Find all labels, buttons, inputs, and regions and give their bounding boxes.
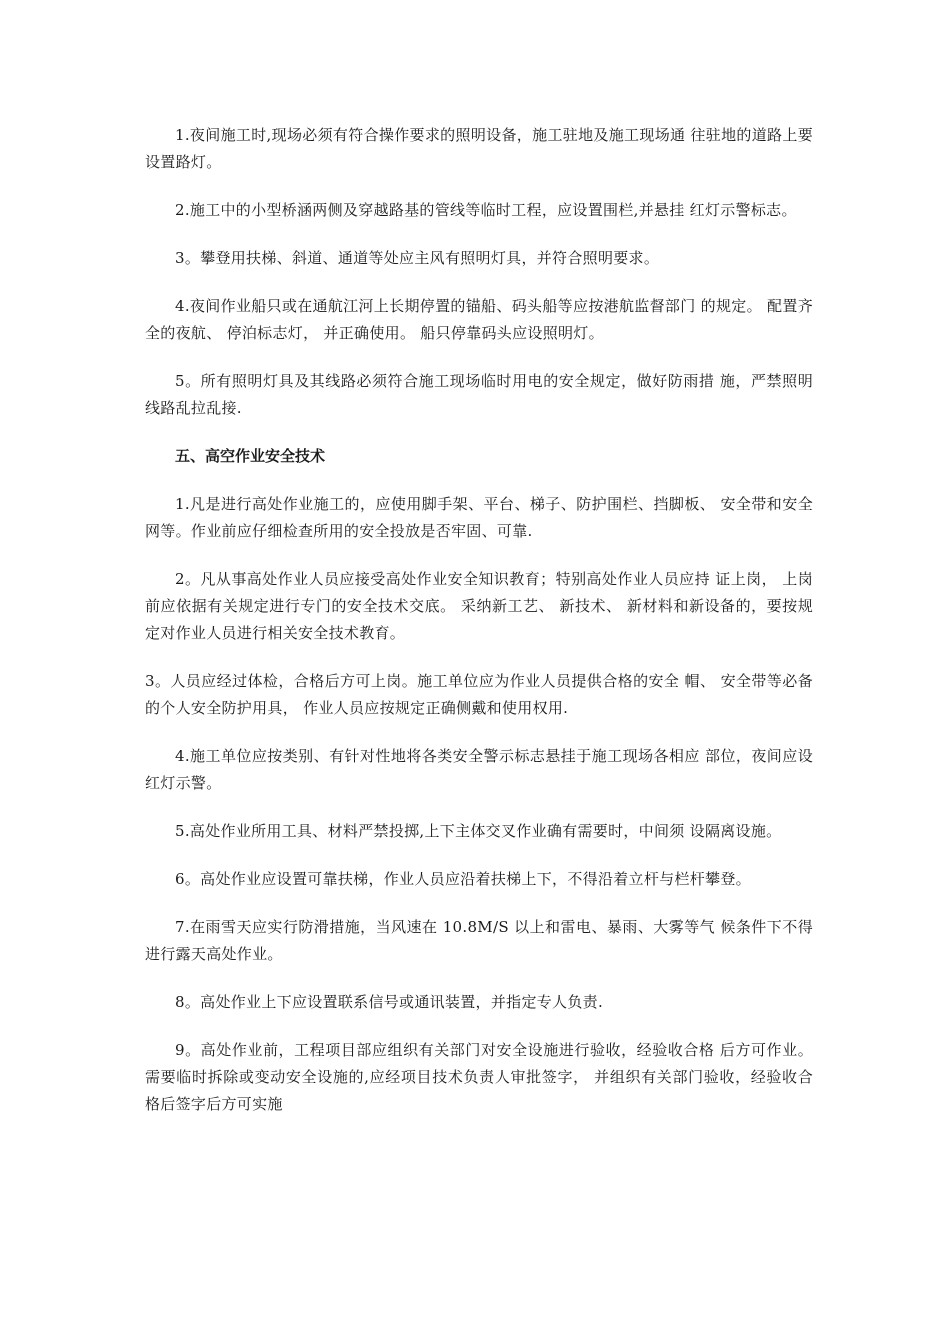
- paragraph-lighting-2: 2.施工中的小型桥涵两侧及穿越路基的管线等临时工程，应设置围栏,并悬挂 红灯示警标志。: [175, 201, 797, 219]
- section-heading: 五、高空作业安全技术: [175, 447, 326, 465]
- paragraph-height-9: 9。高处作业前，工程项目部应组织有关部门对安全设施进行验收，经验收合格 后方可作业。需要临时拆除或变动安全设施的,应经项目技术负责人审批签字， 并组织有关部门验收，经验收合格后签字后方可实施: [145, 1041, 813, 1113]
- paragraph-lighting-3: 3。攀登用扶梯、斜道、通道等处应主风有照明灯具，并符合照明要求。: [175, 249, 660, 267]
- paragraph-height-3: 3。人员应经过体检，合格后方可上岗。施工单位应为作业人员提供合格的安全 帽、 安全带等必备的个人安全防护用具， 作业人员应按规定正确侧戴和使用权用.: [145, 672, 813, 717]
- paragraph-lighting-1: 1.夜间施工时,现场必须有符合操作要求的照明设备，施工驻地及施工现场通 往驻地的道路上要设置路灯。: [145, 126, 813, 171]
- paragraph-height-4: 4.施工单位应按类别、有针对性地将各类安全警示标志悬挂于施工现场各相应 部位，夜间应设红灯示警。: [145, 747, 813, 792]
- document-page: [145, 122, 813, 1139]
- paragraph-height-8: 8。高处作业上下应设置联系信号或通讯装置，并指定专人负责.: [175, 993, 604, 1011]
- paragraph-height-5: 5.高处作业所用工具、材料严禁投掷,上下主体交叉作业确有需要时，中间须 设隔离设施。: [175, 822, 782, 840]
- paragraph-lighting-4: 4.夜间作业船只或在通航江河上长期停置的锚船、码头船等应按港航监督部门 的规定。 配置齐全的夜航、 停泊标志灯， 并正确使用。 船只停靠码头应设照明灯。: [145, 297, 813, 342]
- paragraph-height-1: 1.凡是进行高处作业施工的，应使用脚手架、平台、梯子、防护围栏、挡脚板、 安全带和安全网等。作业前应仔细检查所用的安全投放是否牢固、可靠.: [145, 495, 813, 540]
- paragraph-lighting-5: 5。所有照明灯具及其线路必须符合施工现场临时用电的安全规定，做好防雨措 施，严禁照明线路乱拉乱接.: [145, 372, 813, 417]
- paragraph-height-7: 7.在雨雪天应实行防滑措施，当风速在 10.8M/S 以上和雷电、暴雨、大雾等气 候条件下不得进行露天高处作业。: [145, 918, 813, 963]
- paragraph-height-6: 6。高处作业应设置可靠扶梯，作业人员应沿着扶梯上下，不得沿着立杆与栏杆攀登。: [175, 870, 751, 888]
- paragraph-height-2: 2。凡从事高处作业人员应接受高处作业安全知识教育；特别高处作业人员应持 证上岗， 上岗前应依据有关规定进行专门的安全技术交底。 采纳新工艺、 新技术、 新材料和新设备的，要按规定对作业人员进行相关安全技术教育。: [145, 570, 813, 642]
